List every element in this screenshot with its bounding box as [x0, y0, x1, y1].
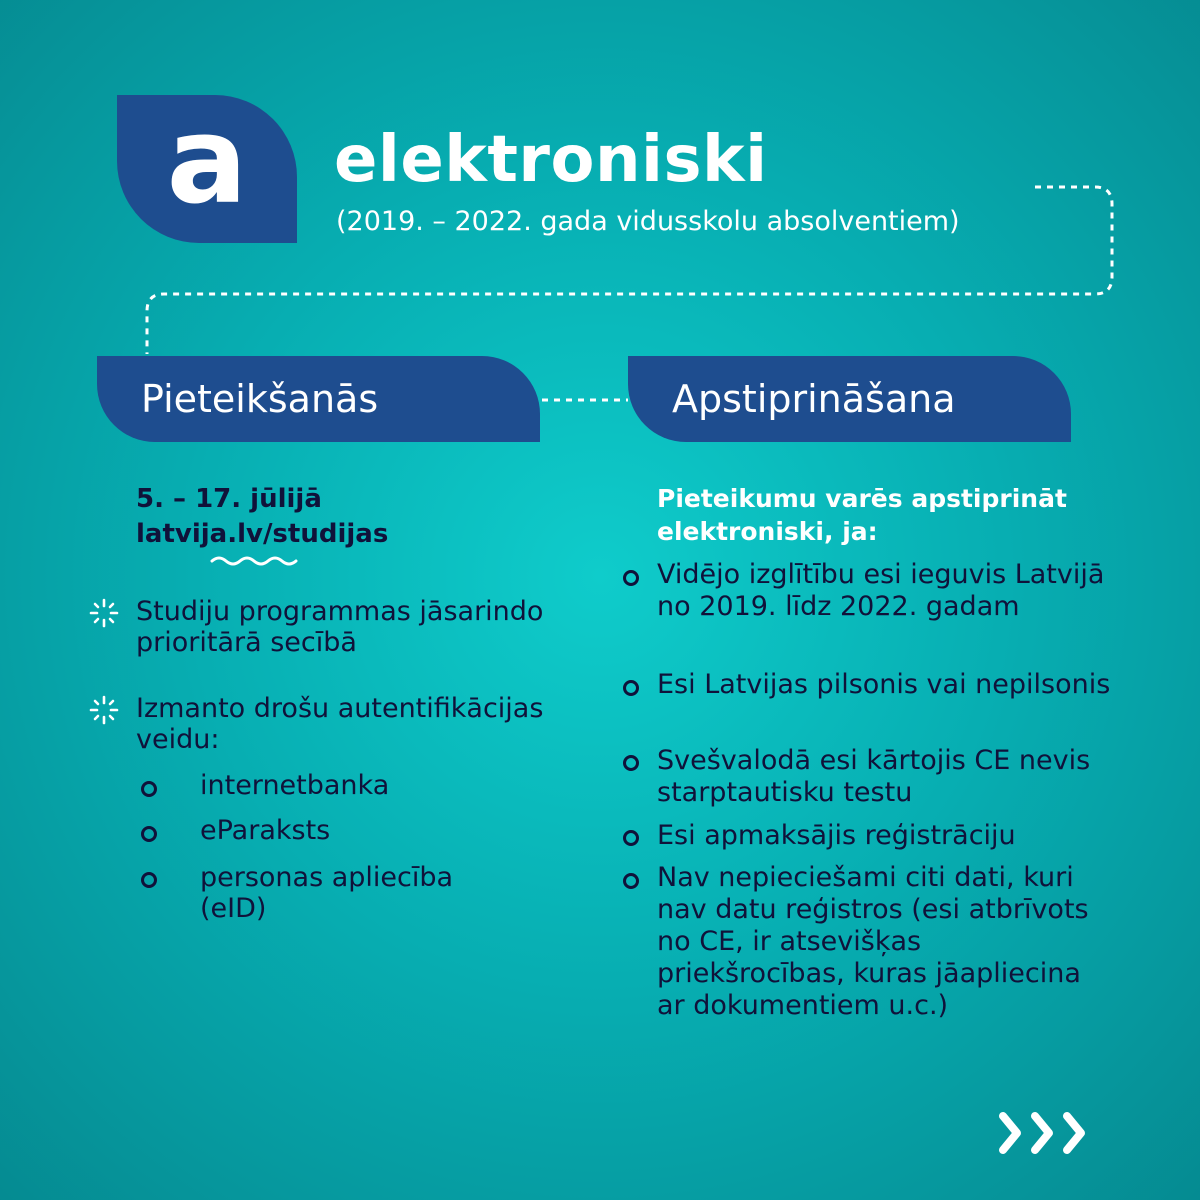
bullet-ring-icon: [141, 781, 157, 797]
condition-item: Esi apmaksājis reģistrāciju: [657, 820, 1016, 851]
sparkle-icon: [89, 598, 119, 628]
condition-item: Svešvalodā esi kārtojis CE nevis starptautisku testu: [657, 745, 1091, 808]
auth-option: eParaksts: [200, 815, 331, 846]
sparkle-icon: [89, 695, 119, 725]
bullet-ring-icon: [141, 826, 157, 842]
bullet-ring-icon: [623, 873, 639, 889]
condition-item: Esi Latvijas pilsonis vai nepilsonis: [657, 669, 1111, 700]
squiggle-underline-icon: [210, 554, 300, 568]
section-header-confirmation: [628, 356, 1071, 442]
section-header-label: Apstiprināšana: [672, 377, 956, 421]
list-item: Izmanto drošu autentifikācijas veidu:: [136, 693, 544, 755]
brand-logo: [117, 92, 297, 243]
date-and-link: [136, 482, 388, 552]
condition-item: Vidējo izglītību esi ieguvis Latvijā no 2019. līdz 2022. gadam: [657, 559, 1105, 622]
date-range: 5. – 17. jūlijā: [136, 484, 322, 514]
auth-option: personas apliecība (eID): [200, 862, 454, 924]
bullet-ring-icon: [623, 755, 639, 771]
bullet-ring-icon: [623, 680, 639, 696]
section-header-label: Pieteikšanās: [141, 377, 379, 421]
page-subtitle: (2019. – 2022. gada vidusskolu absolventiem): [336, 206, 960, 237]
bullet-ring-icon: [623, 830, 639, 846]
logo-letter: a: [166, 92, 248, 231]
bullet-ring-icon: [141, 872, 157, 888]
chevrons-right-icon[interactable]: [995, 1108, 1095, 1158]
bullet-ring-icon: [623, 570, 639, 586]
auth-option: internetbanka: [200, 770, 390, 801]
studies-link[interactable]: latvija.lv/studijas: [136, 519, 389, 549]
page-title: elektroniski: [334, 123, 768, 197]
list-item: Studiju programmas jāsarindo prioritārā secībā: [136, 596, 544, 658]
section-header-application: [97, 356, 540, 442]
condition-item: Nav nepieciešami citi dati, kuri nav datu reģistros (esi atbrīvots no CE, ir atsevišķas priekšrocības, kuras jāapliecina ar dokumentiem u.c.): [657, 862, 1089, 1021]
conditions-intro: Pieteikumu varēs apstiprināt elektroniski, ja:: [657, 484, 1067, 546]
